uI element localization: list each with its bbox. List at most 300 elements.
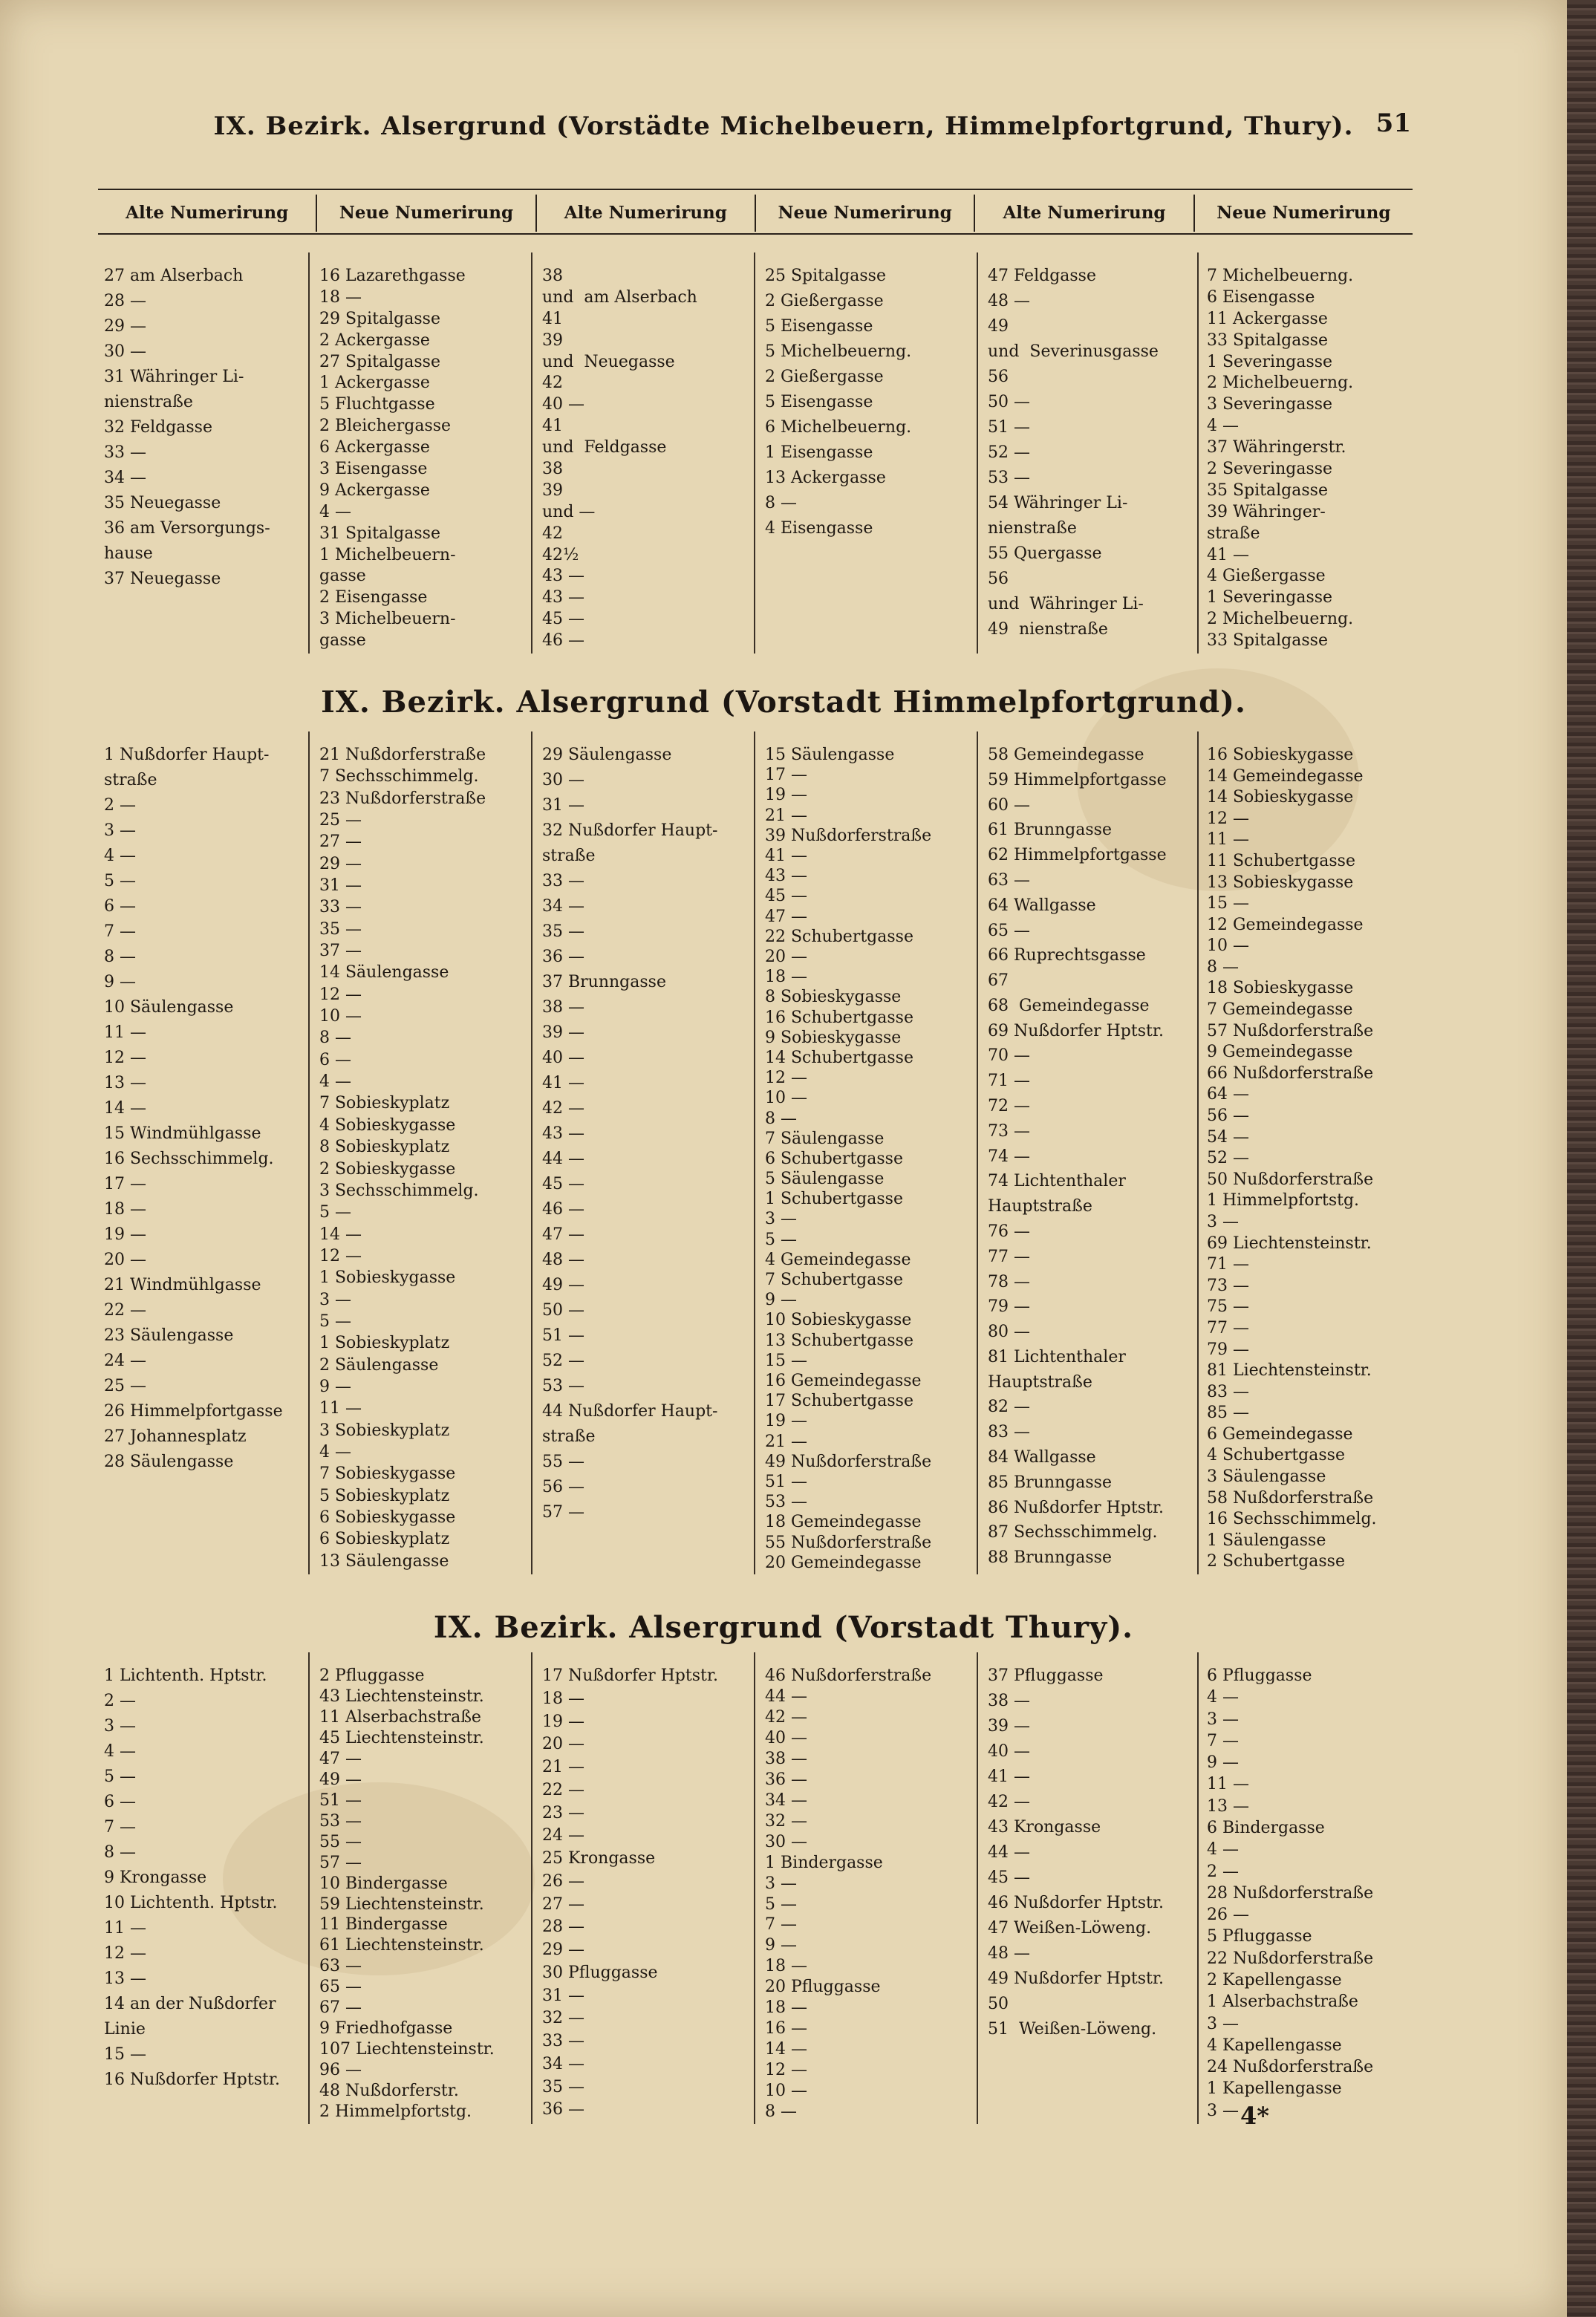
- register-entry: 28 Säulengasse: [104, 1453, 234, 1471]
- column-divider: [308, 731, 310, 1574]
- register-entry: 29 —: [542, 1940, 584, 1959]
- register-entry: 13 Sobieskygasse: [1207, 873, 1354, 892]
- register-entry: 1 Himmelpfortstg.: [1207, 1191, 1360, 1210]
- register-entry: 14 Gemeindegasse: [1207, 766, 1364, 786]
- register-entry: 20 —: [542, 1735, 584, 1754]
- register-entry: 50 —: [988, 393, 1030, 411]
- register-entry: 46 —: [542, 1200, 584, 1219]
- register-entry: 14 Säulengasse: [319, 963, 449, 982]
- register-entry: 34 —: [765, 1790, 807, 1810]
- register-entry: 32 —: [542, 2009, 584, 2028]
- register-entry: 3 —: [765, 1210, 797, 1229]
- register-entry: 9 Friedhofgasse: [319, 2019, 453, 2039]
- register-entry: 5 —: [765, 1894, 797, 1914]
- register-entry: 79 —: [1207, 1340, 1249, 1359]
- register-entry: 5 Eisengasse: [765, 393, 873, 411]
- register-entry: 5 —: [104, 1767, 136, 1786]
- register-entry: straße: [1207, 524, 1260, 543]
- register-entry: 42: [542, 374, 563, 393]
- register-entry: 2 Gießergasse: [765, 292, 884, 310]
- book-binding: [1567, 0, 1596, 2317]
- register-entry: 13 Schubertgasse: [765, 1331, 913, 1350]
- register-entry: 4 Gemeindegasse: [765, 1250, 911, 1269]
- register-entry: 57 —: [319, 1853, 362, 1872]
- register-entry: 50 Nußdorferstraße: [1207, 1170, 1374, 1189]
- register-entry: 4 —: [1207, 1688, 1239, 1707]
- register-entry: 29 —: [319, 854, 362, 873]
- register-entry: 26 —: [542, 1871, 584, 1891]
- register-entry: 11 —: [1207, 830, 1249, 850]
- register-entry: 15 Säulengasse: [765, 746, 895, 764]
- register-entry: 45 —: [988, 1868, 1030, 1887]
- register-entry: 60 —: [988, 795, 1030, 815]
- register-entry: 36 —: [765, 1770, 807, 1789]
- register-entry: 73 —: [1207, 1276, 1249, 1295]
- register-entry: und Feldgasse: [542, 438, 667, 457]
- register-entry: 25 Spitalgasse: [765, 267, 886, 285]
- register-entry: 77 —: [988, 1247, 1030, 1266]
- register-entry: 88 Brunngasse: [988, 1548, 1112, 1568]
- register-entry: 76 —: [988, 1222, 1030, 1241]
- register-entry: 42 —: [542, 1099, 584, 1118]
- register-entry: 50 —: [542, 1301, 584, 1320]
- column-divider: [1197, 731, 1199, 1574]
- register-entry: 63 —: [319, 1957, 362, 1976]
- register-entry: 35 Spitalgasse: [1207, 480, 1328, 500]
- register-entry: 33 Spitalgasse: [1207, 330, 1328, 350]
- register-entry: 4 Schubertgasse: [1207, 1446, 1345, 1465]
- register-entry: 21 Windmühlgasse: [104, 1276, 261, 1294]
- register-entry: 6 Gemeindegasse: [1207, 1424, 1353, 1444]
- register-entry: 8 Sobieskygasse: [765, 988, 902, 1007]
- register-entry: 17 Nußdorfer Hptstr.: [542, 1666, 718, 1685]
- register-entry: straße: [542, 847, 596, 865]
- register-entry: 7 —: [104, 1818, 136, 1837]
- register-entry: 16 Sechsschimmelg.: [1207, 1510, 1377, 1529]
- register-entry: 49: [988, 317, 1009, 336]
- register-entry: 4 —: [319, 1072, 351, 1092]
- register-entry: 64 Wallgasse: [988, 896, 1096, 915]
- register-entry: Hauptstraße: [988, 1372, 1092, 1392]
- column-divider: [754, 731, 755, 1574]
- register-entry: 18 Gemeindegasse: [765, 1513, 922, 1532]
- register-entry: 51 —: [542, 1326, 584, 1345]
- register-entry: 2 Gießergasse: [765, 368, 884, 386]
- register-entry: 29 Spitalgasse: [319, 309, 440, 328]
- column-header-row: [98, 195, 1413, 232]
- register-entry: 51 —: [765, 1473, 807, 1492]
- register-entry: 8 —: [104, 948, 136, 966]
- register-entry: 6 Sobieskygasse: [319, 1508, 456, 1527]
- register-entry: 31 Spitalgasse: [319, 524, 440, 543]
- register-entry: 2 Pfluggasse: [319, 1666, 425, 1685]
- register-entry: 1 Sobieskygasse: [319, 1268, 456, 1288]
- register-entry: 12 —: [319, 985, 362, 1004]
- register-entry: 46 Nußdorfer Hptstr.: [988, 1894, 1164, 1912]
- register-entry: 71 —: [988, 1072, 1030, 1091]
- register-entry: 85 —: [1207, 1404, 1249, 1423]
- register-entry: 12 —: [765, 2061, 807, 2080]
- register-entry: 6 Ackergasse: [319, 438, 430, 457]
- register-entry: 107 Liechtensteinstr.: [319, 2040, 495, 2059]
- signature-mark: 4*: [1240, 2102, 1269, 2130]
- register-entry: 63 —: [988, 870, 1030, 890]
- column-divider: [308, 252, 310, 654]
- register-entry: 87 Sechsschimmelg.: [988, 1523, 1158, 1542]
- register-entry: 67 —: [319, 1998, 362, 2018]
- register-entry: 6 —: [104, 897, 136, 916]
- register-entry: 2 Michelbeuerng.: [1207, 610, 1354, 629]
- register-entry: 66 Nußdorferstraße: [1207, 1063, 1374, 1083]
- register-entry: 42 —: [988, 1793, 1030, 1811]
- register-entry: 4 Gießergasse: [1207, 567, 1326, 586]
- register-entry: 28 —: [104, 292, 146, 310]
- column-divider: [754, 1652, 755, 2124]
- register-entry: 37 Pfluggasse: [988, 1666, 1104, 1685]
- register-entry: 84 Wallgasse: [988, 1448, 1096, 1467]
- register-entry: 52 —: [1207, 1149, 1249, 1168]
- register-entry: 11 —: [1207, 1775, 1249, 1794]
- register-entry: 8 —: [104, 1843, 136, 1862]
- register-entry: 30 —: [765, 1832, 807, 1851]
- register-entry: 85 Brunngasse: [988, 1473, 1112, 1492]
- register-entry: 43 —: [765, 867, 807, 886]
- register-entry: 3 Sechsschimmelg.: [319, 1181, 479, 1200]
- register-entry: 12 —: [765, 1069, 807, 1088]
- register-entry: 26 —: [1207, 1906, 1249, 1925]
- register-entry: 16 Lazarethgasse: [319, 267, 466, 285]
- register-entry: 38: [542, 267, 563, 285]
- register-entry: 6 Pfluggasse: [1207, 1666, 1312, 1685]
- register-entry: 41: [542, 309, 563, 328]
- register-entry: 56 —: [542, 1478, 584, 1496]
- register-entry: 39 —: [542, 1023, 584, 1042]
- register-entry: und —: [542, 502, 596, 521]
- register-entry: 8 —: [765, 1109, 797, 1128]
- register-entry: 25 —: [104, 1377, 146, 1395]
- register-entry: 9 Ackergasse: [319, 480, 430, 500]
- register-entry: 73 —: [988, 1121, 1030, 1141]
- section-title-himmelpfortgrund: IX. Bezirk. Alsergrund (Vorstadt Himmelpfortgrund).: [321, 685, 1246, 720]
- column-divider: [977, 731, 978, 1574]
- register-entry: 53 —: [765, 1493, 807, 1512]
- register-entry: 2 Schubertgasse: [1207, 1552, 1345, 1571]
- register-entry: 77 —: [1207, 1318, 1249, 1337]
- register-entry: 81 Liechtensteinstr.: [1207, 1361, 1372, 1381]
- col-header-old-2: Alte Numerirung: [537, 195, 756, 232]
- register-entry: 11 Schubertgasse: [1207, 851, 1355, 870]
- register-entry: 27 Spitalgasse: [319, 352, 440, 371]
- register-entry: und Severinusgasse: [988, 342, 1159, 361]
- register-entry: 41 —: [1207, 545, 1249, 564]
- register-entry: 2 Michelbeuerng.: [1207, 374, 1354, 393]
- register-entry: 14 —: [104, 1099, 146, 1118]
- register-entry: 24 —: [104, 1352, 146, 1370]
- register-entry: 6 —: [319, 1050, 351, 1069]
- header-rule: [98, 189, 1413, 190]
- register-entry: 13 —: [1207, 1796, 1249, 1816]
- register-entry: 36 —: [542, 2100, 584, 2119]
- register-entry: 22 Nußdorferstraße: [1207, 1949, 1374, 1968]
- register-entry: 82 —: [988, 1398, 1030, 1417]
- running-header: [0, 108, 1567, 156]
- register-entry: 61 Liechtensteinstr.: [319, 1936, 484, 1955]
- register-entry: 47 —: [319, 1749, 362, 1768]
- register-entry: 33 —: [542, 2032, 584, 2050]
- register-entry: 44 Nußdorfer Haupt-: [542, 1402, 718, 1421]
- register-entry: 5 —: [765, 1230, 797, 1249]
- register-entry: 42½: [542, 545, 579, 564]
- register-entry: 37 Neuegasse: [104, 570, 221, 588]
- register-entry: 53 —: [542, 1377, 584, 1395]
- register-entry: 62 Himmelpfortgasse: [988, 846, 1167, 865]
- register-entry: 6 Schubertgasse: [765, 1149, 903, 1168]
- register-entry: 8 —: [319, 1029, 351, 1048]
- register-entry: 57 —: [542, 1503, 584, 1522]
- register-entry: 20 —: [104, 1251, 146, 1269]
- register-entry: 2 —: [104, 1692, 136, 1710]
- register-entry: 39 —: [988, 1717, 1030, 1736]
- register-entry: 18 —: [319, 287, 362, 307]
- register-entry: 55 Quergasse: [988, 544, 1102, 563]
- register-entry: 10 Bindergasse: [319, 1874, 448, 1893]
- register-entry: 16 Gemeindegasse: [765, 1372, 922, 1391]
- register-entry: 42 —: [765, 1707, 807, 1727]
- register-entry: 27 —: [542, 1894, 584, 1914]
- register-entry: 14 Sobieskygasse: [1207, 788, 1354, 807]
- register-entry: 18 —: [765, 1957, 807, 1976]
- register-entry: nienstraße: [104, 393, 193, 411]
- column-divider: [977, 1652, 978, 2124]
- register-entry: 18 Sobieskygasse: [1207, 979, 1354, 998]
- register-entry: 38 —: [542, 998, 584, 1017]
- register-entry: 4 —: [104, 847, 136, 865]
- register-entry: 49 —: [542, 1276, 584, 1294]
- register-entry: 3 —: [1207, 2014, 1239, 2033]
- register-entry: 9 —: [1207, 1753, 1239, 1773]
- register-entry: 54 Währinger Li-: [988, 494, 1128, 512]
- register-entry: 20 Gemeindegasse: [765, 1553, 922, 1572]
- register-entry: 9 Sobieskygasse: [765, 1028, 902, 1047]
- register-entry: 55 —: [319, 1832, 362, 1851]
- register-entry: 34 —: [542, 2054, 584, 2073]
- register-entry: 4 —: [319, 502, 351, 521]
- register-entry: 44 —: [765, 1687, 807, 1706]
- register-entry: 2 Säulengasse: [319, 1355, 439, 1375]
- register-entry: 28 —: [542, 1917, 584, 1937]
- register-entry: 39 Nußdorferstraße: [765, 826, 932, 845]
- register-entry: 16 Schubertgasse: [765, 1008, 913, 1027]
- register-entry: 15 —: [765, 1351, 807, 1370]
- register-entry: 33 Spitalgasse: [1207, 631, 1328, 651]
- register-entry: 3 Michelbeuern-: [319, 610, 456, 629]
- register-entry: 7 Säulengasse: [765, 1129, 885, 1148]
- register-entry: 80 —: [988, 1323, 1030, 1342]
- register-entry: 13 —: [104, 1969, 146, 1988]
- register-entry: 39: [542, 330, 563, 350]
- register-entry: 55 Nußdorferstraße: [765, 1533, 932, 1552]
- register-entry: 3 —: [1207, 1710, 1239, 1729]
- register-entry: 61 Brunngasse: [988, 821, 1112, 840]
- register-entry: 66 Ruprechtsgasse: [988, 946, 1146, 965]
- register-entry: 50: [988, 1995, 1009, 2013]
- register-entry: 3 —: [1207, 1212, 1239, 1231]
- column-divider: [754, 252, 755, 654]
- register-entry: 12 —: [104, 1944, 146, 1963]
- register-entry: 31 Währinger Li-: [104, 368, 244, 386]
- col-header-old-1: Alte Numerirung: [98, 195, 317, 232]
- register-entry: 13 Ackergasse: [765, 469, 886, 487]
- register-entry: 3 Säulengasse: [1207, 1467, 1326, 1487]
- register-entry: 2 Severingasse: [1207, 460, 1333, 478]
- register-entry: 12 —: [1207, 809, 1249, 828]
- register-entry: 23 Säulengasse: [104, 1326, 234, 1345]
- register-entry: 2 Kapellengasse: [1207, 1971, 1342, 1990]
- register-entry: 5 —: [104, 872, 136, 890]
- register-entry: 36 am Versorgungs-: [104, 519, 270, 538]
- register-entry: 31 —: [542, 1986, 584, 2005]
- register-entry: 46 —: [542, 631, 584, 651]
- register-entry: 10 Lichtenth. Hptstr.: [104, 1894, 278, 1912]
- register-entry: 37 Brunngasse: [542, 973, 666, 991]
- register-entry: 5 Fluchtgasse: [319, 395, 435, 414]
- register-entry: 48 Nußdorferstr.: [319, 2082, 459, 2101]
- register-entry: 15 Windmühlgasse: [104, 1124, 261, 1143]
- register-entry: 20 —: [765, 947, 807, 966]
- register-entry: 11 Alserbachstraße: [319, 1707, 481, 1727]
- register-entry: 3 —: [1207, 2101, 1239, 2120]
- register-entry: 53 —: [988, 469, 1030, 487]
- col-header-new-2: Neue Numerirung: [756, 195, 975, 232]
- register-entry: 22 —: [104, 1301, 146, 1320]
- register-entry: 96 —: [319, 2061, 362, 2080]
- register-entry: 22 —: [542, 1780, 584, 1799]
- register-entry: 11 Ackergasse: [1207, 309, 1328, 328]
- register-entry: 23 —: [542, 1803, 584, 1822]
- register-entry: 2 Bleichergasse: [319, 417, 452, 436]
- register-entry: 14 —: [765, 2040, 807, 2059]
- register-entry: 2 Ackergasse: [319, 330, 430, 350]
- register-entry: 8 —: [765, 494, 797, 512]
- register-entry: 21 —: [765, 806, 807, 825]
- register-entry: 52 —: [988, 443, 1030, 462]
- register-entry: 32 Nußdorfer Haupt-: [542, 821, 718, 840]
- register-entry: 7 Michelbeuerng.: [1207, 267, 1354, 285]
- register-entry: 46 Nußdorferstraße: [765, 1666, 932, 1685]
- register-entry: 23 Nußdorferstraße: [319, 789, 486, 808]
- register-entry: 35 —: [542, 2077, 584, 2096]
- register-entry: 51 —: [988, 418, 1030, 437]
- register-entry: 2 —: [1207, 1862, 1239, 1881]
- register-entry: 36 —: [542, 948, 584, 966]
- register-entry: 49 Nußdorfer Hptstr.: [988, 1969, 1164, 1988]
- register-entry: 10 —: [765, 1089, 807, 1108]
- register-entry: 54 —: [1207, 1127, 1249, 1147]
- register-entry: 1 Säulengasse: [1207, 1531, 1326, 1550]
- register-entry: 4 Eisengasse: [765, 519, 873, 538]
- register-entry: 27 Johannesplatz: [104, 1427, 247, 1446]
- register-entry: 15 —: [1207, 894, 1249, 913]
- register-entry: 7 Sechsschimmelg.: [319, 767, 479, 786]
- register-entry: 44 —: [988, 1843, 1030, 1862]
- column-divider: [308, 1652, 310, 2124]
- register-entry: 11 —: [104, 1919, 146, 1938]
- register-entry: und Neuegasse: [542, 352, 675, 371]
- register-entry: 12 —: [319, 1246, 362, 1265]
- register-entry: 43 —: [542, 567, 584, 586]
- register-entry: 16 Sechsschimmelg.: [104, 1150, 274, 1168]
- register-entry: straße: [104, 771, 157, 789]
- register-entry: 16 Nußdorfer Hptstr.: [104, 2070, 280, 2089]
- register-entry: 70 —: [988, 1046, 1030, 1066]
- register-entry: 11 Bindergasse: [319, 1915, 448, 1935]
- register-entry: 56: [988, 368, 1009, 386]
- register-entry: 51 Weißen-Löweng.: [988, 2020, 1157, 2039]
- register-entry: 33 —: [319, 898, 362, 917]
- register-entry: 17 Schubertgasse: [765, 1392, 913, 1411]
- register-entry: 32 —: [765, 1811, 807, 1831]
- register-entry: 75 —: [1207, 1297, 1249, 1317]
- register-entry: 59 Liechtensteinstr.: [319, 1894, 484, 1914]
- register-entry: 28 Nußdorferstraße: [1207, 1883, 1374, 1903]
- register-entry: 10 Säulengasse: [104, 998, 234, 1017]
- register-entry: 34 —: [104, 469, 146, 487]
- register-entry: 3 Severingasse: [1207, 395, 1333, 414]
- register-entry: 72 —: [988, 1097, 1030, 1116]
- register-entry: 42: [542, 524, 563, 543]
- register-entry: 83 —: [1207, 1382, 1249, 1401]
- register-entry: 83 —: [988, 1423, 1030, 1442]
- register-entry: 45 —: [542, 1175, 584, 1193]
- register-entry: 5 Säulengasse: [765, 1170, 885, 1189]
- register-entry: 65 —: [319, 1978, 362, 1997]
- register-entry: 17 —: [765, 766, 807, 785]
- register-entry: gasse: [319, 567, 366, 586]
- register-entry: 51 —: [319, 1790, 362, 1810]
- register-entry: 21 —: [765, 1432, 807, 1451]
- register-entry: 2 Sobieskygasse: [319, 1159, 456, 1179]
- register-entry: 7 Sobieskyplatz: [319, 1094, 450, 1113]
- register-entry: 24 Nußdorferstraße: [1207, 2058, 1374, 2077]
- register-entry: 38: [542, 460, 563, 478]
- register-entry: 48 —: [988, 292, 1030, 310]
- register-entry: 38 —: [988, 1692, 1030, 1710]
- register-entry: 21 —: [542, 1758, 584, 1776]
- register-entry: 1 Michelbeuern-: [319, 545, 456, 564]
- register-entry: 39 Währinger-: [1207, 502, 1326, 521]
- register-entry: 14 —: [319, 1225, 362, 1244]
- register-entry: straße: [542, 1427, 596, 1446]
- register-entry: 1 Eisengasse: [765, 443, 873, 462]
- register-entry: 81 Lichtenthaler: [988, 1347, 1126, 1366]
- column-divider: [977, 252, 978, 654]
- register-entry: 6 Michelbeuerng.: [765, 418, 912, 437]
- register-entry: 41 —: [542, 1074, 584, 1092]
- register-entry: 65 —: [988, 921, 1030, 940]
- register-entry: 48 —: [542, 1251, 584, 1269]
- column-divider: [531, 731, 532, 1574]
- register-entry: 1 Bindergasse: [765, 1853, 883, 1872]
- register-entry: 1 Nußdorfer Haupt-: [104, 746, 270, 764]
- register-entry: 45 Liechtensteinstr.: [319, 1728, 484, 1747]
- register-entry: 1 Severingasse: [1207, 588, 1333, 607]
- register-entry: 34 —: [542, 897, 584, 916]
- register-entry: 11 —: [319, 1399, 362, 1418]
- register-entry: 6 Sobieskyplatz: [319, 1530, 450, 1549]
- register-entry: 17 —: [104, 1175, 146, 1193]
- register-entry: 10 Sobieskygasse: [765, 1311, 912, 1330]
- register-entry: 21 Nußdorferstraße: [319, 746, 486, 764]
